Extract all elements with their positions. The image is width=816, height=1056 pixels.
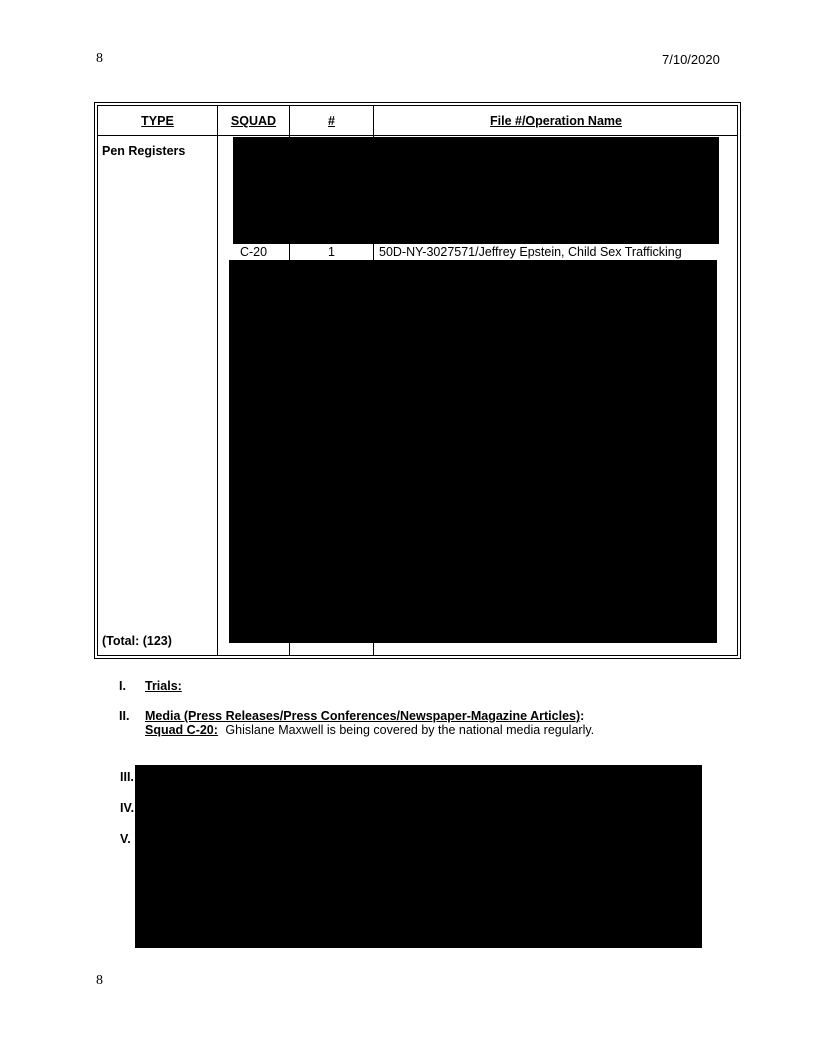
- header-file: File #/Operation Name: [490, 114, 622, 128]
- section-ii-numeral: II.: [119, 709, 130, 723]
- redaction-block: [233, 137, 719, 244]
- redaction-block: [135, 765, 702, 948]
- page-number-top: 8: [96, 51, 103, 66]
- document-date: 7/10/2020: [662, 52, 720, 67]
- section-iv-numeral: IV.: [120, 801, 135, 815]
- header-squad: SQUAD: [230, 114, 277, 128]
- row-file: 50D-NY-3027571/Jeffrey Epstein, Child Sex Trafficking: [379, 245, 682, 259]
- section-i-numeral: I.: [119, 679, 126, 693]
- row-squad: C-20: [239, 245, 268, 259]
- section-iii-numeral: III.: [120, 770, 134, 784]
- column-divider: [217, 105, 218, 656]
- section-ii-title: Media (Press Releases/Press Conferences/Newspaper-Magazine Articles): [145, 709, 581, 723]
- header-count: #: [328, 114, 335, 128]
- row-count: 1: [328, 245, 335, 259]
- squad-label: Squad C-20:: [145, 723, 218, 737]
- section-ii-text: Ghislane Maxwell is being covered by the national media regularly.: [225, 723, 595, 737]
- section-v-numeral: V.: [120, 832, 131, 846]
- header-type: TYPE: [141, 114, 174, 128]
- section-ii-heading: [145, 709, 584, 723]
- page-number-bottom: 8: [96, 973, 103, 988]
- section-i-title: Trials:: [145, 679, 182, 693]
- type-label: Pen Registers: [102, 144, 186, 158]
- section-ii-colon: :: [580, 709, 585, 723]
- section-ii-body: [145, 723, 594, 737]
- header-divider: [97, 135, 738, 136]
- total-label: (Total: (123): [102, 634, 172, 648]
- redaction-block: [229, 260, 717, 643]
